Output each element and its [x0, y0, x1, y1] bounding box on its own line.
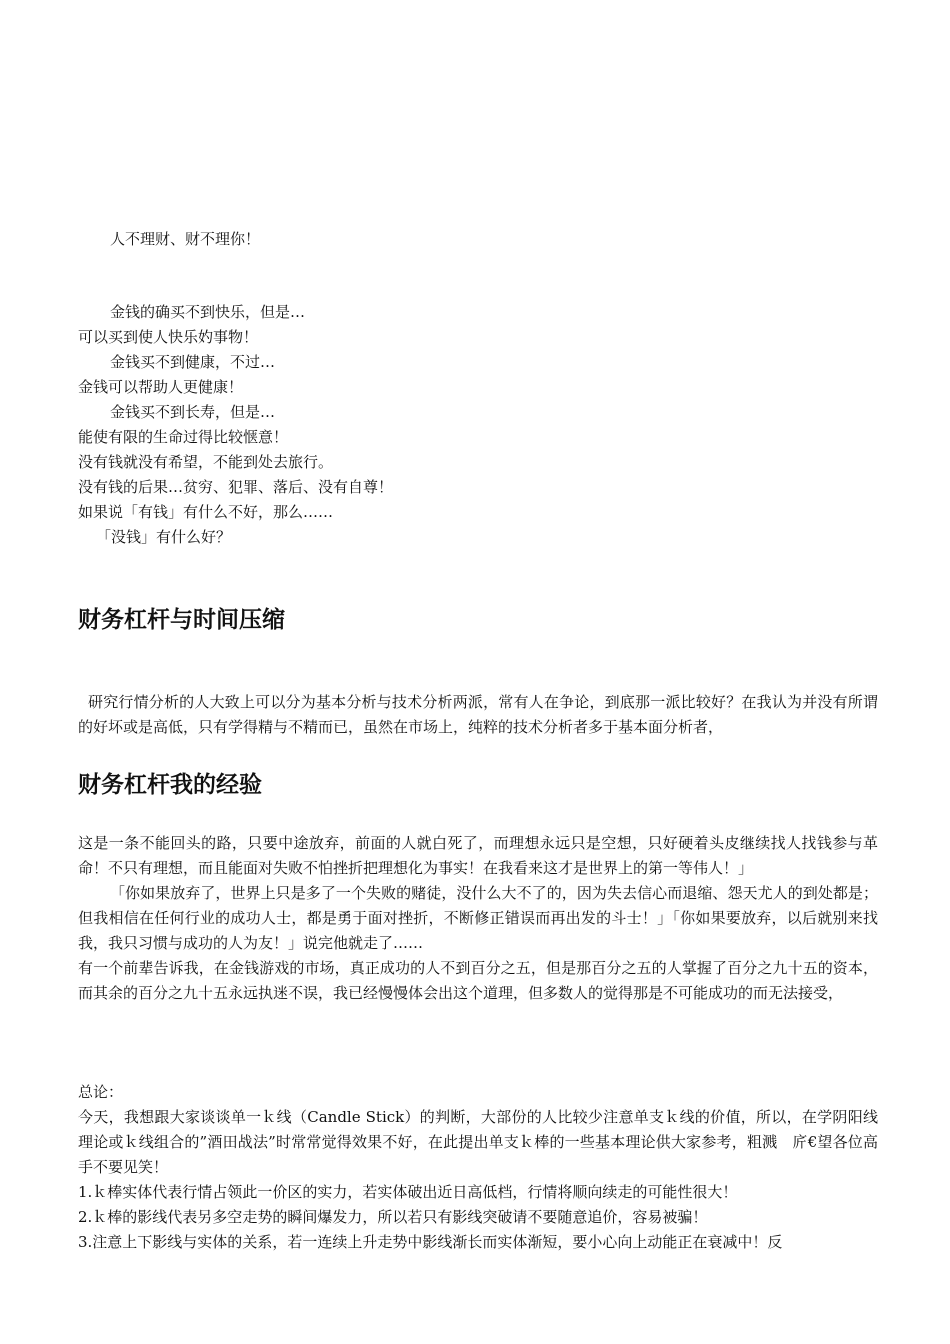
section2-title: 财务杠杆我的经验 — [78, 772, 262, 798]
intro-line: 如果说「有钱」有什么不好，那么…… — [78, 503, 334, 521]
intro-line: 金钱的确买不到快乐，但是… — [110, 303, 306, 321]
intro-line: 没有钱就没有希望，不能到处去旅行。 — [78, 453, 334, 471]
intro-line: 金钱买不到健康，不过… — [110, 353, 276, 371]
summary-point: 3.注意上下影线与实体的关系，若一连续上升走势中影线渐长而实体渐短，要小心向上动能正在衰减中！反 — [78, 1233, 783, 1251]
intro-line: 金钱买不到长寿，但是… — [110, 403, 276, 421]
summary-block — [78, 1080, 878, 1255]
summary-intro: 今天，我想跟大家谈谈单一ｋ线（Candle Stick）的判断，大部份的人比较少注意单支ｋ线的价值，所以，在学阴阳线理论或ｋ线组合的”酒田战法”时常常觉得效果不好，在此提出单支ｋ棒的一些基本理论供大家参考，粗溅 庍€望各位高手不要见笑！ — [78, 1108, 878, 1176]
intro-line: 能使有限的生命过得比较惬意！ — [78, 428, 289, 446]
section2-body — [78, 831, 878, 1006]
summary-point: 1.ｋ棒实体代表行情占领此一价区的实力，若实体破出近日高低档，行情将顺向续走的可能性很大！ — [78, 1183, 738, 1201]
summary-point: 2.ｋ棒的影线代表另多空走势的瞬间爆发力，所以若只有影线突破请不要随意追价，容易被骗！ — [78, 1208, 708, 1226]
intro-verse — [78, 300, 878, 550]
intro-line: 金钱可以帮助人更健康！ — [78, 378, 244, 396]
summary-label: 总论： — [78, 1083, 124, 1101]
section2-paragraph-1: 这是一条不能回头的路，只要中途放弃，前面的人就白死了，而理想永远只是空想，只好硬着头皮继续找人找钱参与革命！不只有理想，而且能面对失败不怕挫折把理想化为事实！在我看来这才是世界上的第一等伟人！」 — [78, 834, 878, 877]
section1-paragraph: 研究行情分析的人大致上可以分为基本分析与技术分析两派，常有人在争论，到底那一派比较好？在我认为并没有所谓的好坏或是高低，只有学得精与不精而已，虽然在市场上，纯粹的技术分析者多于基本面分析者， — [78, 693, 878, 736]
section1-body — [78, 690, 878, 740]
intro-motto: 人不理财、财不理你！ — [110, 230, 261, 248]
section2-paragraph-3: 有一个前辈告诉我，在金钱游戏的市场，真正成功的人不到百分之五，但是那百分之五的人掌握了百分之九十五的资本，而其余的百分之九十五永远执迷不误，我已经慢慢体会出这个道理，但多数人的觉得那是不可能成功的而无法接受， — [78, 959, 878, 1002]
intro-motto-block — [78, 227, 878, 252]
section1-title: 财务杠杆与时间压缩 — [78, 607, 285, 633]
intro-line: 可以买到使人快乐妁事物！ — [78, 328, 259, 346]
section2-paragraph-2: 「你如果放弃了，世界上只是多了一个失败的赌徒，没什么大不了的，因为失去信心而退缩、怨天尤人的到处都是；但我相信在任何行业的成功人士，都是勇于面对挫折，不断修正错误而再出发的斗士！」「你如果要放弃，以后就别来找我，我只习惯与成功的人为友！」说完他就走了…… — [78, 884, 878, 952]
intro-line: 「没钱」有什么好？ — [96, 528, 232, 546]
intro-line: 没有钱的后果…贫穷、犯罪、落后、没有自尊！ — [78, 478, 394, 496]
